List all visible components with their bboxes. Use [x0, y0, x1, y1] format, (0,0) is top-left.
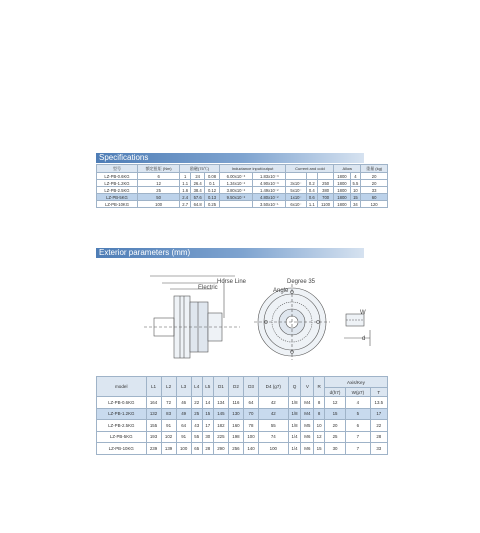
ext-header-axis-key: Axis/Key — [324, 377, 387, 388]
spec-cell: 0.6 — [306, 194, 317, 201]
ext-row — [97, 397, 388, 409]
ext-cell: 6 — [346, 420, 370, 432]
ext-cell: 256 — [228, 443, 243, 455]
degree-label: Degree 35 — [287, 279, 316, 285]
ext-cell: 139 — [161, 443, 176, 455]
ext-cell: 239 — [146, 443, 161, 455]
spec-cell — [317, 173, 334, 180]
spec-cell: LZ-PB-0.6KG — [97, 173, 138, 180]
ext-cell: 13.5 — [370, 397, 387, 409]
spec-cell: 9.50x10⁻² — [219, 194, 252, 201]
ext-cell: 116 — [228, 397, 243, 409]
ext-header: Q — [288, 377, 301, 397]
spec-cell: 60 — [361, 194, 388, 201]
spec-cell: 2.4 — [180, 194, 191, 201]
ext-row — [97, 408, 388, 420]
ext-cell: 12 — [314, 431, 325, 443]
spec-cell: 24 — [191, 173, 205, 180]
ext-cell: 130 — [228, 408, 243, 420]
ext-cell: 198 — [228, 431, 243, 443]
ext-cell: 290 — [213, 443, 228, 455]
spec-cell: 15 — [350, 194, 361, 201]
ext-header: V — [301, 377, 314, 397]
spec-cell — [219, 201, 252, 208]
spec-cell: 25 — [137, 187, 179, 194]
spec-cell: LZ-PB-10KG — [97, 201, 138, 208]
ext-header: D2 — [228, 377, 243, 397]
ext-cell: 100 — [176, 443, 191, 455]
spec-cell: 250 — [317, 180, 334, 187]
spec-cell: 0.4 — [306, 187, 317, 194]
exterior-parameters-table — [96, 376, 388, 455]
ext-cell: 100 — [243, 431, 258, 443]
ext-cell: 225 — [213, 431, 228, 443]
front-view-drawing — [252, 282, 332, 362]
spec-cell: 4 — [350, 173, 361, 180]
ext-cell: 1/4 — [288, 431, 301, 443]
spec-cell: 380 — [317, 187, 334, 194]
spec-cell: 0.1 — [205, 180, 219, 187]
spec-header: Allow — [334, 165, 361, 173]
spec-cell: 700 — [317, 194, 334, 201]
spec-header: 重量 (kg) — [361, 165, 388, 173]
ext-cell: 145 — [213, 408, 228, 420]
ext-cell: LZ-PB-5KG — [97, 431, 147, 443]
exterior-parameters-banner: Exterior parameters (mm) — [96, 248, 364, 258]
ext-cell: 10 — [314, 420, 325, 432]
ext-cell: 17 — [370, 408, 387, 420]
spec-row — [97, 201, 388, 208]
spec-cell: 1800 — [334, 194, 350, 201]
ext-header: D1 — [213, 377, 228, 397]
spec-cell: 12 — [137, 180, 179, 187]
ext-cell: 15 — [202, 408, 213, 420]
ext-cell: 193 — [146, 431, 161, 443]
ext-cell: 100 — [259, 443, 289, 455]
spec-cell: 1.1 — [180, 180, 191, 187]
horse-line-label: Horse Line — [217, 279, 247, 285]
spec-cell: 1800 — [334, 187, 350, 194]
spec-cell: 6x10⁻ — [286, 201, 306, 208]
spec-header: 型号 — [97, 165, 138, 173]
ext-cell: 43 — [191, 420, 202, 432]
ext-cell: 83 — [161, 408, 176, 420]
spec-cell: 0.08 — [205, 173, 219, 180]
angle-label: Angle — [273, 288, 289, 294]
ext-cell: LZ-PB-10KG — [97, 443, 147, 455]
ext-cell: 25 — [324, 431, 345, 443]
ext-cell: 155 — [146, 420, 161, 432]
w-label: W — [360, 310, 366, 316]
ext-cell: 8 — [314, 408, 325, 420]
spec-cell: 20 — [361, 180, 388, 187]
ext-cell: 7 — [346, 431, 370, 443]
ext-cell: 30 — [202, 431, 213, 443]
ext-header: L3 — [176, 377, 191, 397]
ext-cell: 8 — [314, 397, 325, 409]
ext-cell: 91 — [161, 420, 176, 432]
ext-cell: 1/8 — [288, 408, 301, 420]
spec-cell: 1.49x10⁻² — [253, 187, 286, 194]
spec-cell: 38.4 — [191, 187, 205, 194]
spec-cell: 1.1 — [306, 201, 317, 208]
spec-cell: 20 — [361, 173, 388, 180]
ext-cell: 160 — [228, 420, 243, 432]
spec-header: Current and cold — [286, 165, 334, 173]
ext-cell: LZ-PB-0.6KG — [97, 397, 147, 409]
ext-cell: 140 — [243, 443, 258, 455]
spec-cell: 1 — [180, 173, 191, 180]
spec-cell: 34 — [350, 201, 361, 208]
spec-row — [97, 173, 388, 180]
ext-cell: M4 — [301, 408, 314, 420]
spec-cell: 1.6 — [180, 187, 191, 194]
ext-cell: 91 — [176, 431, 191, 443]
ext-cell: 15 — [324, 408, 345, 420]
spec-cell: 57.6 — [191, 194, 205, 201]
spec-cell: 1.83x10⁻³ — [253, 173, 286, 180]
ext-header: D4 (g7) — [259, 377, 289, 397]
spec-header: 励磁(75℃) — [180, 165, 219, 173]
ext-cell: 72 — [161, 397, 176, 409]
spec-cell: 4.80x10⁻² — [253, 194, 286, 201]
ext-cell: 17 — [202, 420, 213, 432]
ext-row — [97, 443, 388, 455]
spec-cell — [286, 173, 306, 180]
ext-cell: 42 — [259, 397, 289, 409]
ext-subheader: W(p7) — [346, 388, 370, 397]
spec-cell: 50 — [137, 194, 179, 201]
ext-cell: 55 — [191, 431, 202, 443]
ext-header: L2 — [161, 377, 176, 397]
spec-header: 额定扭矩 (Nm) — [137, 165, 179, 173]
ext-cell: 164 — [146, 397, 161, 409]
ext-header-model: model — [97, 377, 147, 397]
ext-cell: 28 — [370, 431, 387, 443]
spec-cell: 0.13 — [205, 194, 219, 201]
ext-cell: 134 — [213, 397, 228, 409]
spec-cell: 10 — [350, 187, 361, 194]
ext-cell: 65 — [191, 443, 202, 455]
spec-cell: 1100 — [317, 201, 334, 208]
spec-cell: 64.8 — [191, 201, 205, 208]
spec-cell: 0.2 — [306, 180, 317, 187]
ext-subheader: d(h7) — [324, 388, 345, 397]
spec-cell: 100 — [137, 201, 179, 208]
ext-cell: M4 — [301, 397, 314, 409]
spec-cell: 6.00x10⁻³ — [219, 173, 252, 180]
ext-cell: 22 — [370, 420, 387, 432]
ext-cell: 1/4 — [288, 443, 301, 455]
spec-row — [97, 194, 388, 201]
specifications-banner: Specifications — [96, 153, 364, 163]
spec-cell: 1x10⁻ — [286, 194, 306, 201]
spec-cell: 5.5 — [350, 180, 361, 187]
spec-cell: 1800 — [334, 180, 350, 187]
ext-row — [97, 420, 388, 432]
spec-cell: 2.7 — [180, 201, 191, 208]
ext-cell: 182 — [213, 420, 228, 432]
spec-cell: 0.25 — [205, 201, 219, 208]
specifications-table — [96, 164, 388, 208]
ext-subheader: T — [370, 388, 387, 397]
ext-cell: 55 — [259, 420, 289, 432]
ext-cell: LZ-PB-2.5KG — [97, 420, 147, 432]
spec-cell: 3x10⁻ — [286, 180, 306, 187]
ext-cell: 28 — [202, 443, 213, 455]
ext-cell: 4 — [346, 397, 370, 409]
ext-cell: 15 — [314, 443, 325, 455]
ext-cell: M6 — [301, 443, 314, 455]
ext-header: L1 — [146, 377, 161, 397]
ext-cell: 70 — [243, 408, 258, 420]
ext-cell: 46 — [176, 397, 191, 409]
spec-cell: 120 — [361, 201, 388, 208]
spec-cell: 6 — [137, 173, 179, 180]
spec-cell: LZ-PB-1.2KG — [97, 180, 138, 187]
spec-row — [97, 187, 388, 194]
ext-row — [97, 431, 388, 443]
d-label: d — [362, 336, 366, 342]
ext-cell: 1/8 — [288, 420, 301, 432]
ext-cell: 33 — [370, 443, 387, 455]
ext-cell: 49 — [176, 408, 191, 420]
spec-cell: 3.50x10⁻¹ — [253, 201, 286, 208]
electric-label: Electric — [198, 285, 218, 291]
ext-cell: 1/8 — [288, 397, 301, 409]
ext-cell: 5 — [346, 408, 370, 420]
ext-cell: 12 — [324, 397, 345, 409]
spec-cell: 1.34x10⁻² — [219, 180, 252, 187]
spec-cell: 5x10⁻ — [286, 187, 306, 194]
ext-cell: M5 — [301, 420, 314, 432]
ext-cell: 22 — [191, 397, 202, 409]
spec-cell: 1800 — [334, 201, 350, 208]
spec-cell: 26.4 — [191, 180, 205, 187]
ext-cell: 74 — [259, 431, 289, 443]
spec-cell: 33 — [361, 187, 388, 194]
ext-header: L5 — [202, 377, 213, 397]
ext-header: D3 — [243, 377, 258, 397]
ext-cell: 78 — [243, 420, 258, 432]
spec-header: Inductance input/output — [219, 165, 286, 173]
ext-cell: 102 — [161, 431, 176, 443]
ext-cell: 42 — [259, 408, 289, 420]
ext-cell: 20 — [324, 420, 345, 432]
spec-cell — [306, 173, 317, 180]
ext-cell: 132 — [146, 408, 161, 420]
ext-cell: 7 — [346, 443, 370, 455]
spec-cell: LZ-PB-2.5KG — [97, 187, 138, 194]
spec-cell: LZ-PB-5KG — [97, 194, 138, 201]
ext-header: L4 — [191, 377, 202, 397]
spec-cell: 3.80x10⁻² — [219, 187, 252, 194]
ext-cell: 30 — [324, 443, 345, 455]
ext-cell: 64 — [176, 420, 191, 432]
ext-cell: LZ-PB-1.2KG — [97, 408, 147, 420]
spec-cell: 1800 — [334, 173, 350, 180]
spec-cell: 4.90x10⁻³ — [253, 180, 286, 187]
ext-cell: 25 — [191, 408, 202, 420]
ext-cell: 14 — [202, 397, 213, 409]
spec-row — [97, 180, 388, 187]
spec-cell: 0.12 — [205, 187, 219, 194]
ext-cell: 64 — [243, 397, 258, 409]
ext-header: R — [314, 377, 325, 397]
ext-cell: M6 — [301, 431, 314, 443]
